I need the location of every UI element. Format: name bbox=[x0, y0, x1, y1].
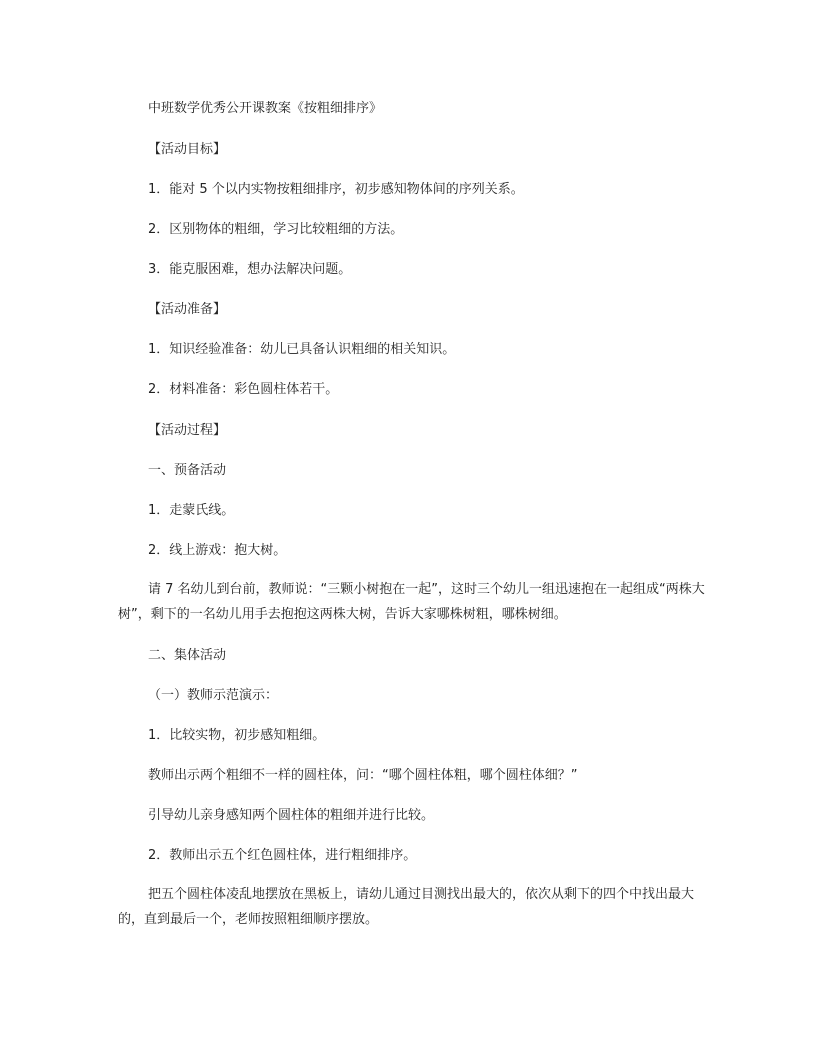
section-heading-goals: 【活动目标】 bbox=[148, 142, 227, 157]
goal-item-1: 1．能对 5 个以内实物按粗细排序，初步感知物体间的序列关系。 bbox=[148, 182, 524, 197]
sub-heading-1: （一）教师示范演示： bbox=[148, 688, 279, 703]
prep-item-1: 1．知识经验准备：幼儿已具备认识粗细的相关知识。 bbox=[148, 342, 456, 357]
goal-item-3: 3．能克服困难，想办法解决问题。 bbox=[148, 262, 352, 277]
goal-item-2: 2．区别物体的粗细，学习比较粗细的方法。 bbox=[148, 222, 404, 237]
prep-item-2: 2．材料准备：彩色圆柱体若干。 bbox=[148, 382, 339, 397]
section-heading-prep: 【活动准备】 bbox=[148, 302, 227, 317]
part-heading-1: 一、预备活动 bbox=[148, 463, 227, 478]
paragraph-guide: 引导幼儿亲身感知两个圆柱体的粗细并进行比较。 bbox=[148, 808, 435, 823]
paragraph-game: 请 7 名幼儿到台前，教师说：“三颗小树抱在一起”，这时三个幼儿一组迅速抱在一起组成“两株大树”，剩下的一名幼儿用手去抱抱这两株大树，告诉大家哪株树粗，哪株树细。 bbox=[118, 582, 705, 622]
paragraph-show: 教师出示两个粗细不一样的圆柱体，问：“哪个圆柱体粗，哪个圆柱体细？” bbox=[148, 768, 578, 783]
paragraph-sort: 把五个圆柱体凌乱地摆放在黑板上，请幼儿通过目测找出最大的，依次从剩下的四个中找出最大的，直到最后一个，老师按照粗细顺序摆放。 bbox=[118, 887, 695, 927]
document-title: 中班数学优秀公开课教案《按粗细排序》 bbox=[148, 101, 383, 116]
step-item-2-2: 2．教师出示五个红色圆柱体，进行粗细排序。 bbox=[148, 848, 417, 863]
step-item-1-2: 2．线上游戏：抱大树。 bbox=[148, 543, 287, 558]
part-heading-2: 二、集体活动 bbox=[148, 648, 227, 663]
step-item-1-1: 1．走蒙氏线。 bbox=[148, 503, 235, 518]
step-item-2-1: 1．比较实物，初步感知粗细。 bbox=[148, 728, 326, 743]
section-heading-process: 【活动过程】 bbox=[148, 423, 227, 438]
